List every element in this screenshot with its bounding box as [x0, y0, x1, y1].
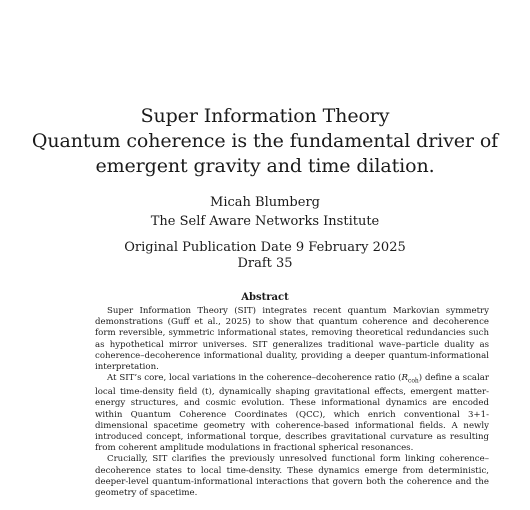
title-line-2: Quantum coherence is the fundamental driver of: [31, 130, 499, 152]
author-block: [0, 193, 530, 231]
abstract-paragraph-2: [95, 373, 489, 454]
abstract-heading: Abstract: [241, 292, 289, 303]
abstract-p2-end: ) define a scalar local time-density field (t), dynamically shaping gravitational effects, emergent matter-energy structures, and cosmic evolution. These informational dynamics are encoded within Quantum Coherence Coordinates (QCC), which enrich conventional 3+1-dimensional spacetime geometry with coherence-based informational fields. A newly introduced concept, informational torque, describes gravitational curvature as resulting from coherent amplitude modulations in fractional spherical resonances.: [95, 373, 489, 454]
publication-date: Original Publication Date 9 February 2025: [124, 240, 406, 255]
publication-info: [0, 240, 530, 272]
paper-title: [0, 104, 530, 179]
coherence-ratio-symbol: $R_{coh}$: [401, 373, 419, 385]
abstract-paragraph-3: Crucially, SIT clarifies the previously unresolved functional form linking coherence–decoherence states to local time-density. These dynamics emerge from deterministic, deeper-level quantum-informational interactions that govern both the coherence and the geometry of spacetime.: [95, 454, 489, 498]
abstract-p2-start: At SIT’s core, local variations in the coherence–decoherence ratio (: [107, 373, 402, 384]
abstract-body: [95, 306, 489, 499]
author-name: Micah Blumberg: [210, 195, 320, 210]
title-line-1: Super Information Theory: [140, 105, 390, 127]
title-line-3: emergent gravity and time dilation.: [95, 155, 435, 177]
draft-number: Draft 35: [237, 256, 293, 271]
author-affiliation: The Self Aware Networks Institute: [150, 214, 380, 229]
abstract-paragraph-1: Super Information Theory (SIT) integrates recent quantum Markovian symmetry demonstrations (Guff et al., 2025) to show that quantum coherence and decoherence form reversible, symmetric informational states, removing theoretical redundancies such as hypothetical mirror universes. SIT generalizes traditional wave–particle duality as coherence–decoherence informational duality, providing a deeper quantum-informational interpretation.: [95, 306, 489, 373]
